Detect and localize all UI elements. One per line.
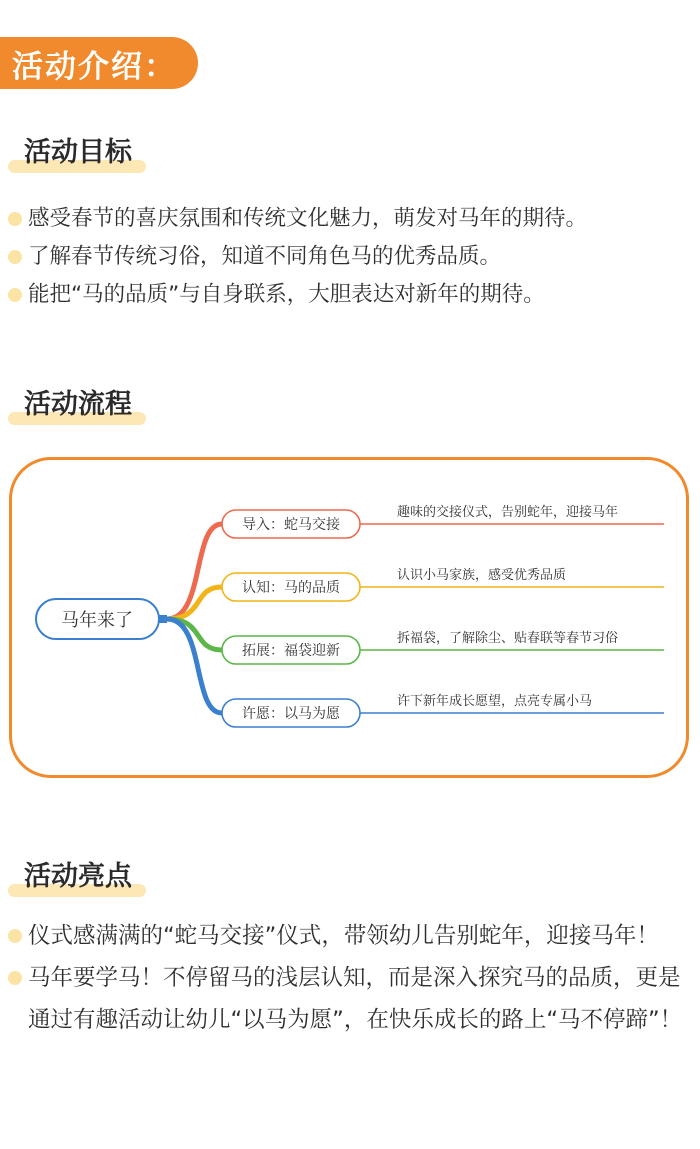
- branch-note: 认识小马家族，感受优秀品质: [397, 568, 567, 583]
- branch-node-label: 拓展：福袋迎新: [242, 643, 340, 659]
- bullet-dot-icon: [8, 212, 22, 226]
- branch-note: 拆福袋，了解除尘、贴春联等春节习俗: [397, 631, 619, 646]
- list-item: 能把“马的品质”与自身联系，大胆表达对新年的期待。: [0, 276, 700, 314]
- highlights-heading-text: 活动亮点: [24, 861, 132, 892]
- mindmap-branches: [167, 504, 664, 727]
- branch-node-label: 认知：马的品质: [242, 580, 340, 596]
- goals-list: [0, 200, 700, 314]
- process-mindmap: [9, 457, 689, 778]
- highlights-heading: [8, 857, 146, 897]
- bullet-dot-icon: [8, 288, 22, 302]
- mindmap-canvas: [12, 460, 686, 775]
- list-item: 马年要学马！不停留马的浅层认知，而是深入探究马的品质，更是通过有趣活动让幼儿“以马为愿”，在快乐成长的路上“马不停蹄”！: [0, 957, 696, 1041]
- bullet-dot-icon: [8, 971, 22, 985]
- branch-node-label: 导入：蛇马交接: [242, 517, 340, 533]
- center-node-label: 马年来了: [61, 610, 133, 631]
- branch-note: 许下新年成长愿望，点亮专属小马: [397, 694, 593, 709]
- list-item: 仪式感满满的“蛇马交接”仪式，带领幼儿告别蛇年，迎接马年！: [0, 915, 696, 957]
- bullet-dot-icon: [8, 929, 22, 943]
- process-heading-text: 活动流程: [24, 389, 132, 420]
- goals-heading: [8, 133, 146, 173]
- branch-node-label: 许愿：以马为愿: [242, 706, 340, 722]
- process-heading: [8, 385, 146, 425]
- highlights-list: [0, 915, 696, 1041]
- section-banner: [0, 37, 198, 89]
- bullet-dot-icon: [8, 250, 22, 264]
- banner-title: 活动介绍：: [12, 48, 177, 85]
- branch-note: 趣味的交接仪式，告别蛇年，迎接马年: [397, 505, 619, 520]
- list-item: 感受春节的喜庆氛围和传统文化魅力，萌发对马年的期待。: [0, 200, 700, 238]
- goals-heading-text: 活动目标: [24, 137, 132, 168]
- list-item: 了解春节传统习俗，知道不同角色马的优秀品质。: [0, 238, 700, 276]
